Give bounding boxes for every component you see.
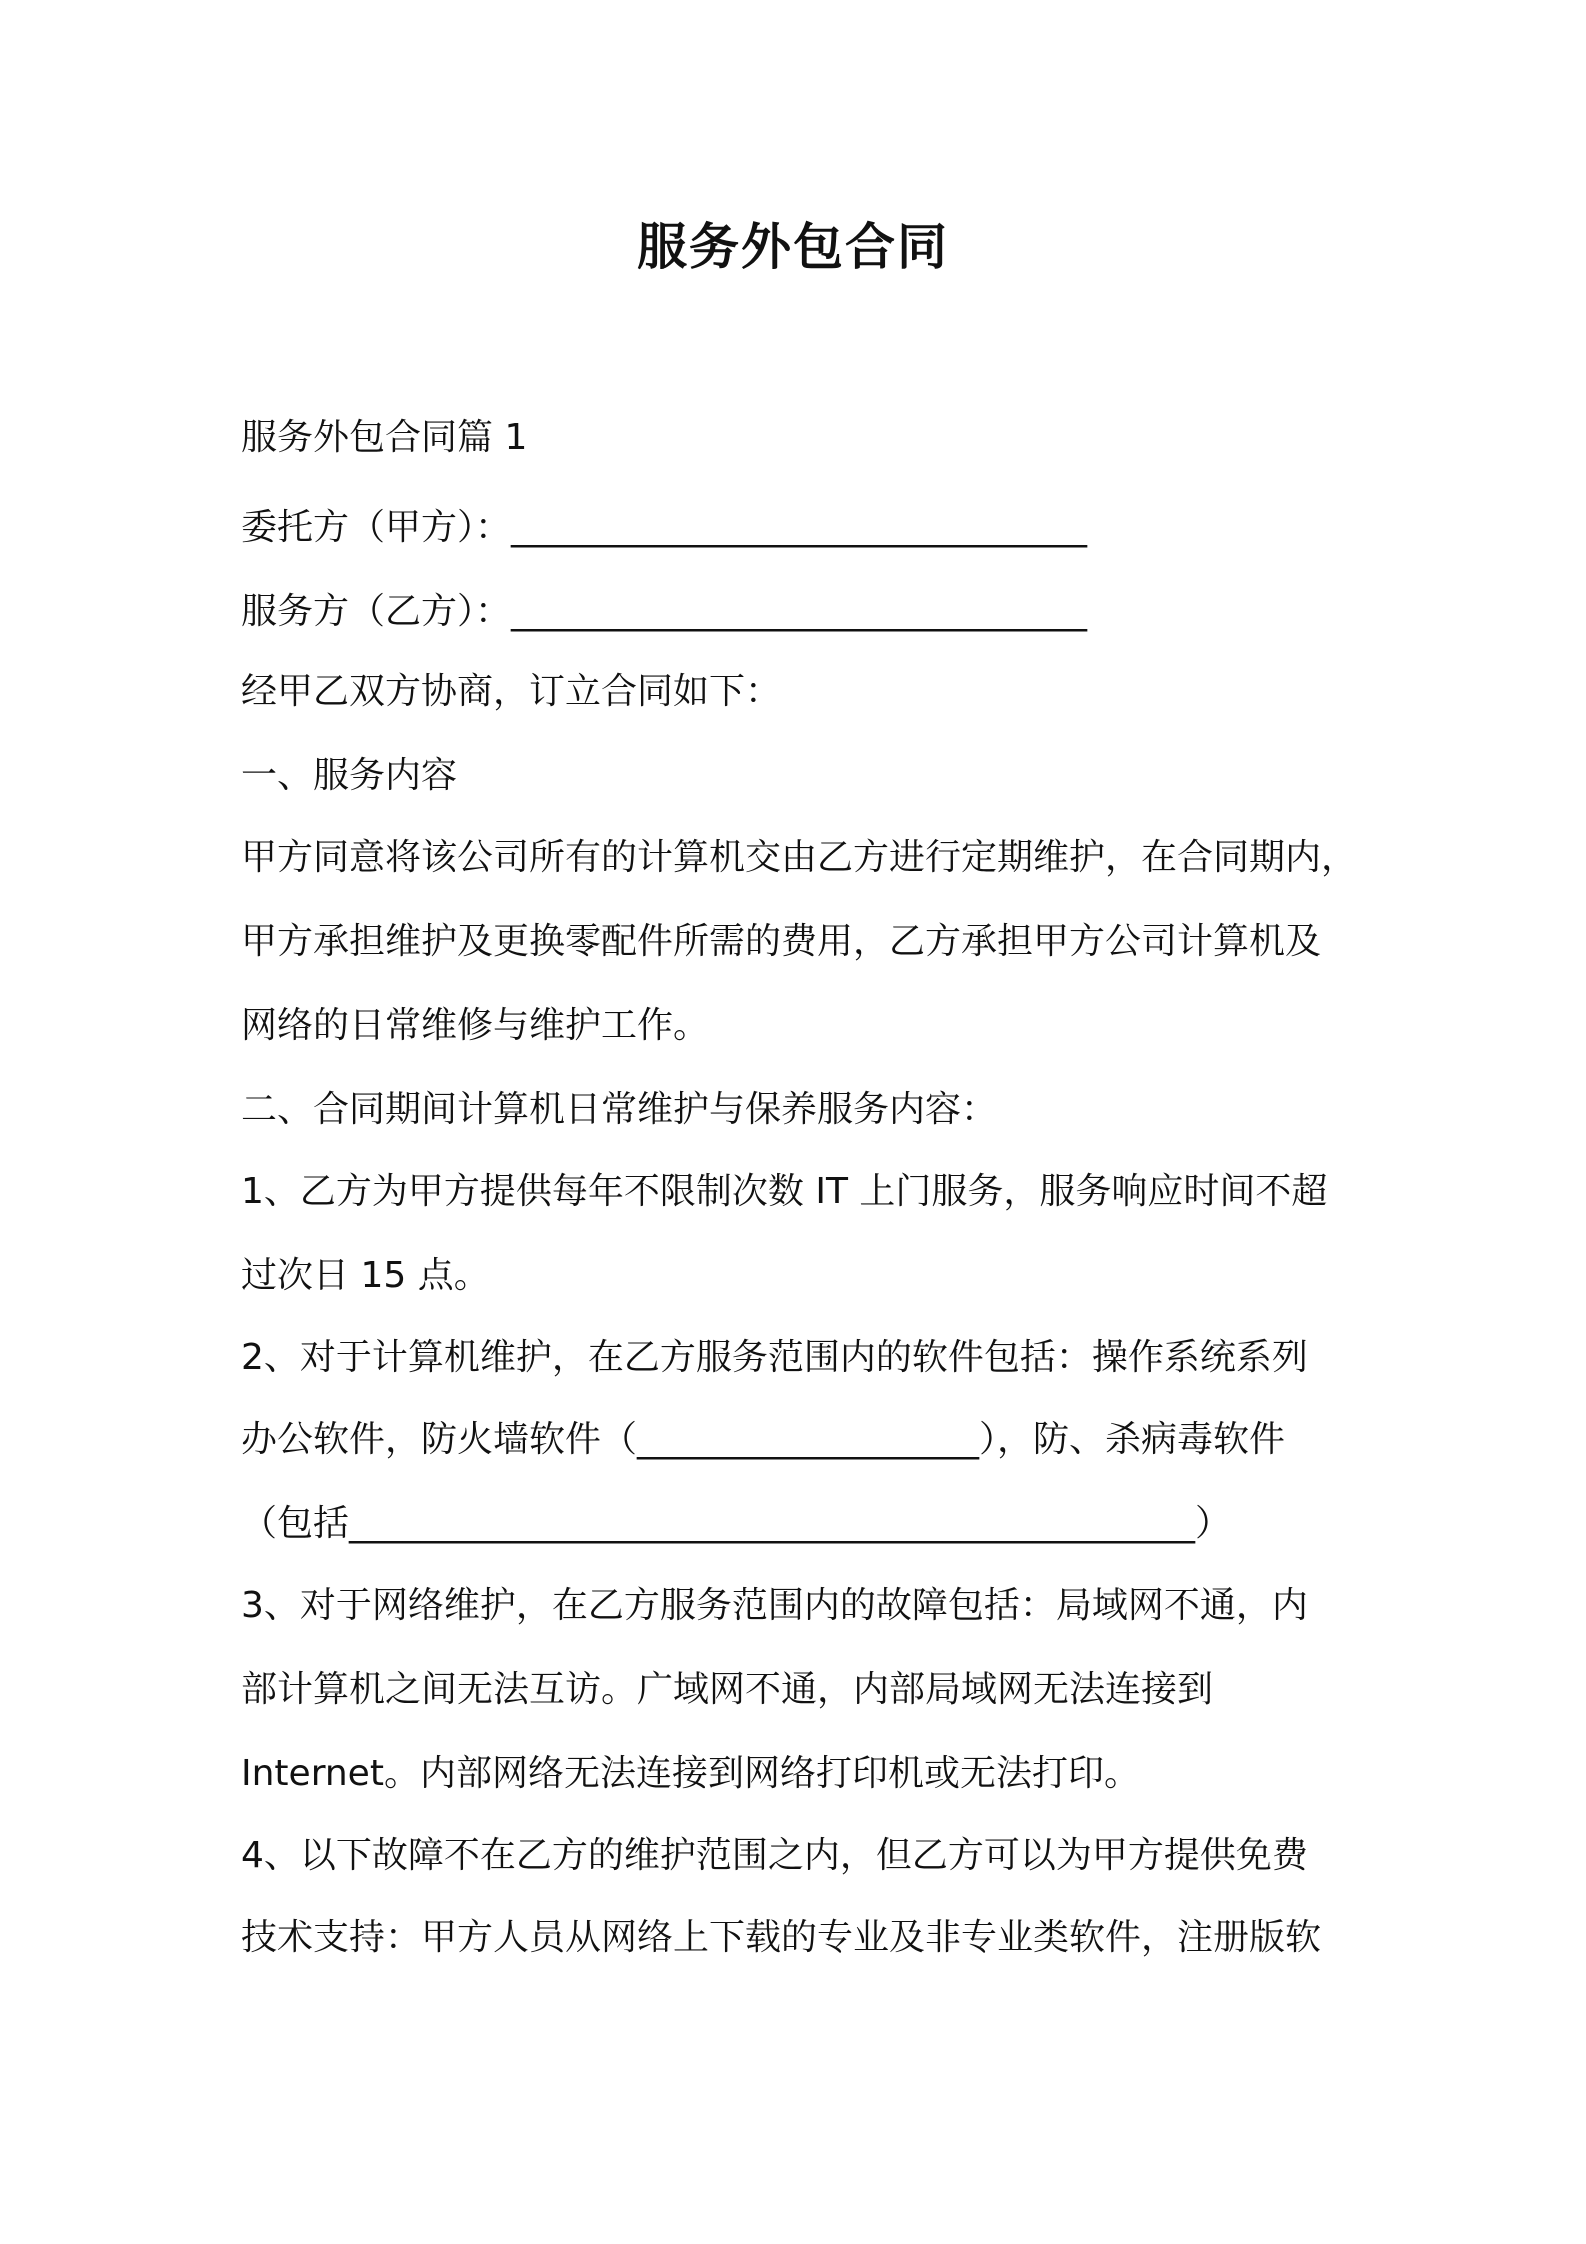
item-3-line-1: 3、对于网络维护，在乙方服务范围内的故障包括：局域网不通，内 — [241, 1585, 1308, 1626]
item-2-line-1: 2、对于计算机维护，在乙方服务范围内的软件包括：操作系统系列 — [241, 1337, 1308, 1378]
heading-maintenance: 二、合同期间计算机日常维护与保养服务内容： — [241, 1089, 998, 1130]
document-title: 服务外包合同 — [637, 218, 949, 276]
paragraph-service-line-3: 网络的日常维修与维护工作。 — [241, 1005, 710, 1046]
item-1-line-2: 过次日 15 点。 — [241, 1255, 490, 1296]
item-1-line-1: 1、乙方为甲方提供每年不限制次数 IT 上门服务，服务响应时间不超 — [241, 1171, 1328, 1212]
party-a-line: 委托方（甲方）：________________________________ — [241, 507, 1088, 548]
heading-service-content: 一、服务内容 — [241, 755, 458, 796]
item-4-line-2: 技术支持：甲方人员从网络上下载的专业及非专业类软件，注册版软 — [241, 1917, 1322, 1958]
section-heading: 服务外包合同篇 1 — [241, 417, 528, 458]
paragraph-service-line-2: 甲方承担维护及更换零配件所需的费用，乙方承担甲方公司计算机及 — [241, 921, 1322, 962]
item-3-line-2: 部计算机之间无法互访。广域网不通，内部局域网无法连接到 — [241, 1669, 1214, 1710]
intro-paragraph: 经甲乙双方协商，订立合同如下： — [241, 671, 782, 712]
item-3-line-3: Internet。内部网络无法连接到网络打印机或无法打印。 — [241, 1753, 1140, 1794]
paragraph-service-line-1: 甲方同意将该公司所有的计算机交由乙方进行定期维护，在合同期内， — [241, 837, 1358, 878]
party-b-line: 服务方（乙方）：________________________________ — [241, 591, 1088, 632]
item-2-line-2: 办公软件，防火墙软件（___________________），防、杀病毒软件 — [241, 1419, 1286, 1460]
item-2-line-3: （包括_______________________________________________） — [241, 1503, 1232, 1544]
item-4-line-1: 4、以下故障不在乙方的维护范围之内，但乙方可以为甲方提供免费 — [241, 1835, 1308, 1876]
